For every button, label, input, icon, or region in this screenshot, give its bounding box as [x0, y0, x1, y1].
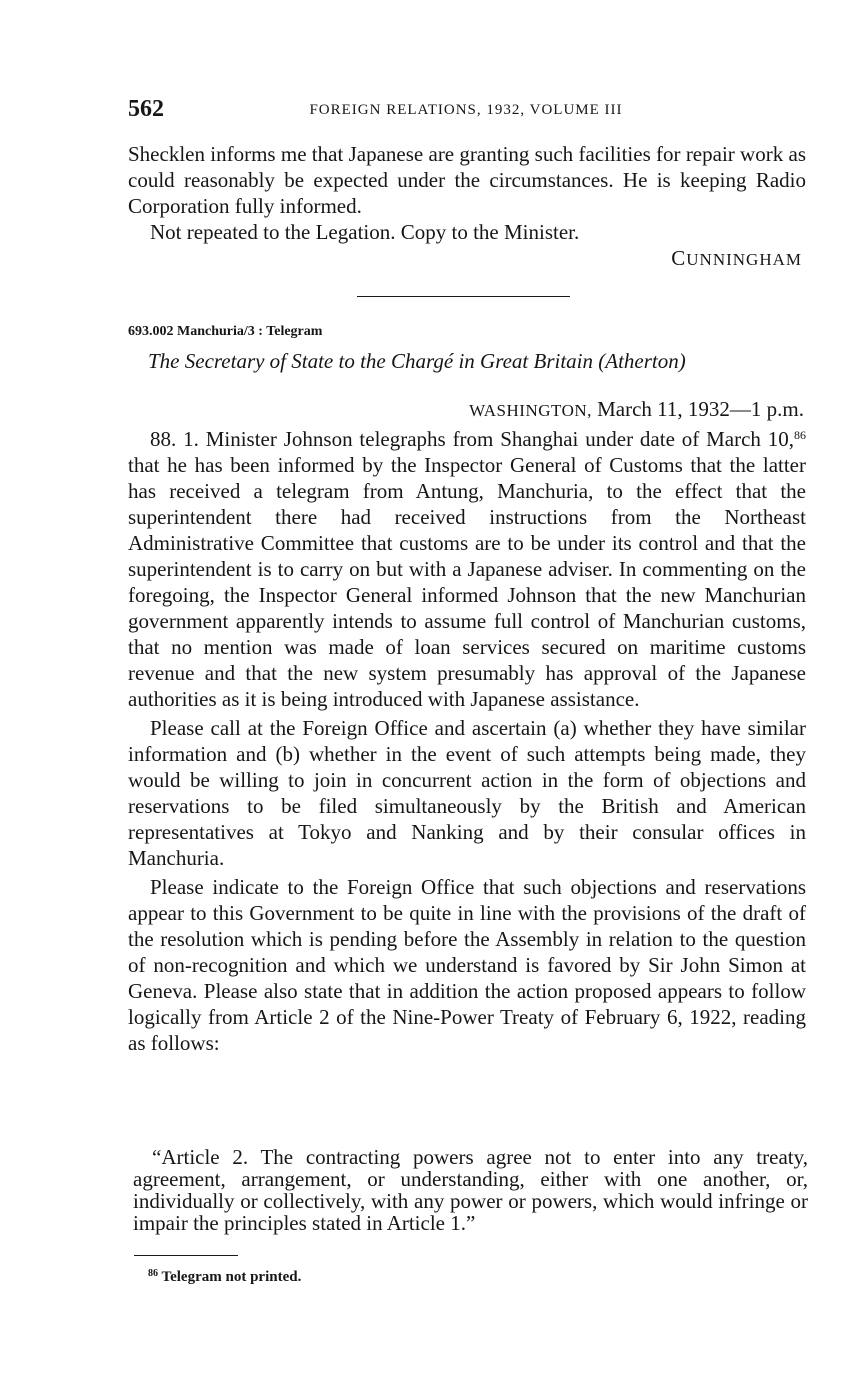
- file-reference: 693.002 Manchuria/3 : Telegram: [128, 324, 323, 339]
- paragraph-2: Please call at the Foreign Office and ascertain (a) whether they have similar information and (b) whether in the event of such attempts being made, they would be willing to join in concurrent action in the form of objections and reservations to be filed simultaneously by the British and American representatives at Tokyo and Nanking and by their consular offices in Manchuria.: [128, 716, 806, 870]
- footnote-marker: 86: [148, 1268, 158, 1279]
- page-number: 562: [128, 96, 164, 122]
- running-title: FOREIGN RELATIONS, 1932, VOLUME III: [309, 102, 623, 118]
- dateline-place: WASHINGTON,: [469, 401, 592, 420]
- signature-rest: UNNINGHAM: [686, 250, 802, 269]
- document-title: The Secretary of State to the Chargé in Great Britain (Atherton): [148, 349, 686, 373]
- telegram-body: [128, 426, 806, 1056]
- paragraph-1-start: 88. 1. Minister Johnson telegraphs from Shanghai under date of March 10,: [150, 427, 794, 451]
- paragraph-1: [128, 426, 806, 712]
- previous-paragraph: Shecklen informs me that Japanese are granting such facilities for repair work as could reasonably be expected under the circumstances. He is keeping Radio Corporation fully informed.: [128, 142, 806, 218]
- page-header: [128, 94, 804, 124]
- footnote-reference[interactable]: 86: [794, 428, 806, 442]
- signature: [671, 245, 802, 273]
- paragraph-3: Please indicate to the Foreign Office that such objections and reservations appear to this Government to be quite in line with the provisions of the draft of the resolution which is pending before the Assembly in relation to the question of non-recognition and which we understand is favored by Sir John Simon at Geneva. Please also state that in addition the action proposed appears to follow logically from Article 2 of the Nine-Power Treaty of February 6, 1922, reading as follows:: [128, 875, 806, 1055]
- footnote-text: Telegram not printed.: [158, 1269, 302, 1285]
- previous-note: Not repeated to the Legation. Copy to the Minister.: [150, 220, 580, 244]
- quotation-text: “Article 2. The contracting powers agree not to enter into any treaty, agreement, arrangement, or understanding, either with one another, or, individually or collectively, with any power or powers, which would infringe or impair the principles stated in Article 1.”: [133, 1145, 808, 1235]
- treaty-quotation: [133, 1146, 808, 1234]
- signature-initial: C: [671, 246, 687, 270]
- footnote-divider: [134, 1255, 238, 1256]
- dateline-date: March 11, 1932—1 p.m.: [591, 397, 804, 421]
- previous-document-text: [128, 141, 806, 245]
- footnote: [148, 1267, 301, 1287]
- section-divider: [357, 296, 570, 297]
- paragraph-1-rest: that he has been informed by the Inspector General of Customs that the latter has received a telegram from Antung, Manchuria, to the effect that the superintendent there had received instructions from the Northeast Administrative Committee that customs are to be under its control and that the superintendent is to carry on but with a Japanese adviser. In commenting on the foregoing, the Inspector General informed Johnson that the new Manchurian government apparently intends to assume full control of Manchurian customs, that no mention was made of loan services secured on maritime customs revenue and that the new system presumably has approval of the Japanese authorities as it is being introduced with Japanese assistance.: [128, 453, 806, 711]
- dateline: [469, 396, 804, 424]
